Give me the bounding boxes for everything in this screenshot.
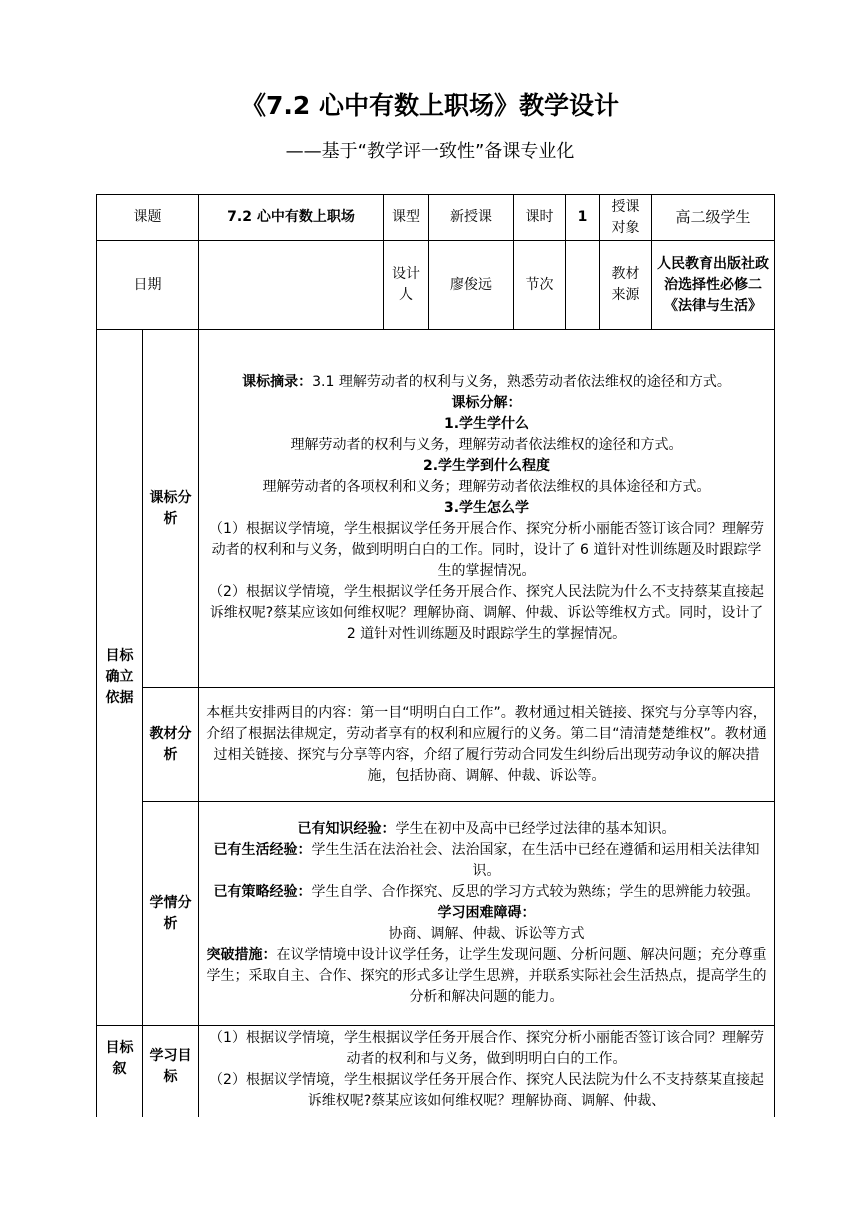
goals-content: [199, 1026, 775, 1117]
document-title: 《7.2 心中有数上职场》教学设计: [241, 91, 619, 120]
difficulty-text: 协商、调解、仲裁、诉讼等方式: [388, 926, 585, 942]
textbook-label: 教材分析: [143, 688, 199, 802]
textbook-row: [97, 688, 775, 802]
excerpt-text: 3.1 理解劳动者的权利与义务，熟悉劳动者依法维权的途径和方式。: [312, 374, 731, 390]
session-value: [566, 241, 600, 330]
curriculum-row: [97, 330, 775, 688]
heading-how: 3.学生怎么学: [443, 500, 530, 516]
type-label: 课型: [384, 195, 429, 241]
period-value: 1: [566, 195, 600, 241]
session-label: 节次: [514, 241, 566, 330]
designer-label: 设计人: [384, 241, 429, 330]
difficulty-key: 学习困难障碍：: [437, 905, 536, 921]
audience-value: 高二级学生: [652, 195, 775, 241]
students-content: [199, 802, 775, 1026]
textbook-content: [199, 688, 775, 802]
breakdown-key: 课标分解：: [451, 395, 522, 411]
textbook-text: 本框共安排两目的内容：第一目“明明白白工作”。教材通过相关链接、探究与分享等内容，介绍了根据法律规定，劳动者享有的权利和应履行的义务。第二目“清清楚楚维权”。教材通过相关链接、探究与分享等内容，介绍了履行劳动合同发生纠纷后出现劳动争议的解决措施，包括协商、调解、仲裁、诉讼等。: [206, 704, 767, 784]
date-label: 日期: [97, 241, 199, 330]
source-value: 人民教育出版社政治选择性必修二《法律与生活》: [652, 241, 775, 330]
goals-text-1: （1）根据议学情境，学生根据议学任务开展合作、探究分析小丽能否签订该合同？理解劳动者的权利和与义务，做到明明白白的工作。: [209, 1030, 764, 1068]
life-key: 已有生活经验：: [213, 842, 312, 858]
designer-value: 廖俊远: [429, 241, 514, 330]
text-what: 理解劳动者的权利与义务，理解劳动者依法维权的途径和方式。: [290, 437, 683, 453]
topic-label: 课题: [97, 195, 199, 241]
lesson-plan-table: [96, 194, 775, 1117]
topic-value: 7.2 心中有数上职场: [199, 195, 384, 241]
text-how-2: （2）根据议学情境，学生根据议学任务开展合作、探究人民法院为什么不支持蔡某直接起诉维权呢?蔡某应该如何维权呢？理解协商、调解、仲裁、诉讼等维权方式。同时，设计了 2 道针对性训练题及时跟踪学生的掌握情况。: [209, 584, 764, 642]
students-label: 学情分析: [143, 802, 199, 1026]
header-row-2: [97, 241, 775, 330]
header-row-1: [97, 195, 775, 241]
section-goals-label: 目标叙: [97, 1026, 143, 1117]
excerpt-key: 课标摘录：: [242, 374, 313, 390]
students-row: [97, 802, 775, 1026]
goals-text-clip: [205, 1028, 768, 1114]
text-how-1: （1）根据议学情境，学生根据议学任务开展合作、探究分析小丽能否签订该合同？理解劳动者的权利和与义务，做到明明白白的工作。同时，设计了 6 道针对性训练题及时跟踪学生的掌握情况。: [209, 521, 764, 579]
text-degree: 理解劳动者的各项权利和义务；理解劳动者依法维权的具体途径和方式。: [262, 479, 711, 495]
curriculum-content: [199, 330, 775, 688]
audience-label: 授课对象: [600, 195, 652, 241]
goals-label: 学习目标: [143, 1026, 199, 1117]
goals-text-2: （2）根据议学情境，学生根据议学任务开展合作、探究人民法院为什么不支持蔡某直接起诉维权呢?蔡某应该如何维权呢？理解协商、调解、仲裁、: [209, 1072, 764, 1110]
life-text: 学生生活在法治社会、法治国家，在生活中已经在遵循和运用相关法律知识。: [311, 842, 760, 879]
period-label: 课时: [514, 195, 566, 241]
goals-row: [97, 1026, 775, 1117]
date-value: [199, 241, 384, 330]
knowledge-key: 已有知识经验：: [297, 821, 396, 837]
breakthrough-key: 突破措施：: [206, 947, 277, 963]
heading-what: 1.学生学什么: [443, 416, 530, 432]
document-subtitle: ——基于“教学评一致性”备课专业化: [285, 141, 575, 162]
strategy-key: 已有策略经验：: [213, 884, 312, 900]
knowledge-text: 学生在初中及高中已经学过法律的基本知识。: [395, 821, 676, 837]
breakthrough-text: 在议学情境中设计议学任务，让学生发现问题、分析问题、解决问题；充分尊重学生；采取自主、合作、探究的形式多让学生思辨，并联系实际社会生活热点，提高学生的分析和解决问题的能力。: [206, 947, 767, 1005]
curriculum-label: 课标分析: [143, 330, 199, 688]
type-value: 新授课: [429, 195, 514, 241]
source-label: 教材来源: [600, 241, 652, 330]
heading-degree: 2.学生学到什么程度: [422, 458, 551, 474]
strategy-text: 学生自学、合作探究、反思的学习方式较为熟练；学生的思辨能力较强。: [311, 884, 760, 900]
section-basis-label: 目标确立依据: [97, 330, 143, 1026]
